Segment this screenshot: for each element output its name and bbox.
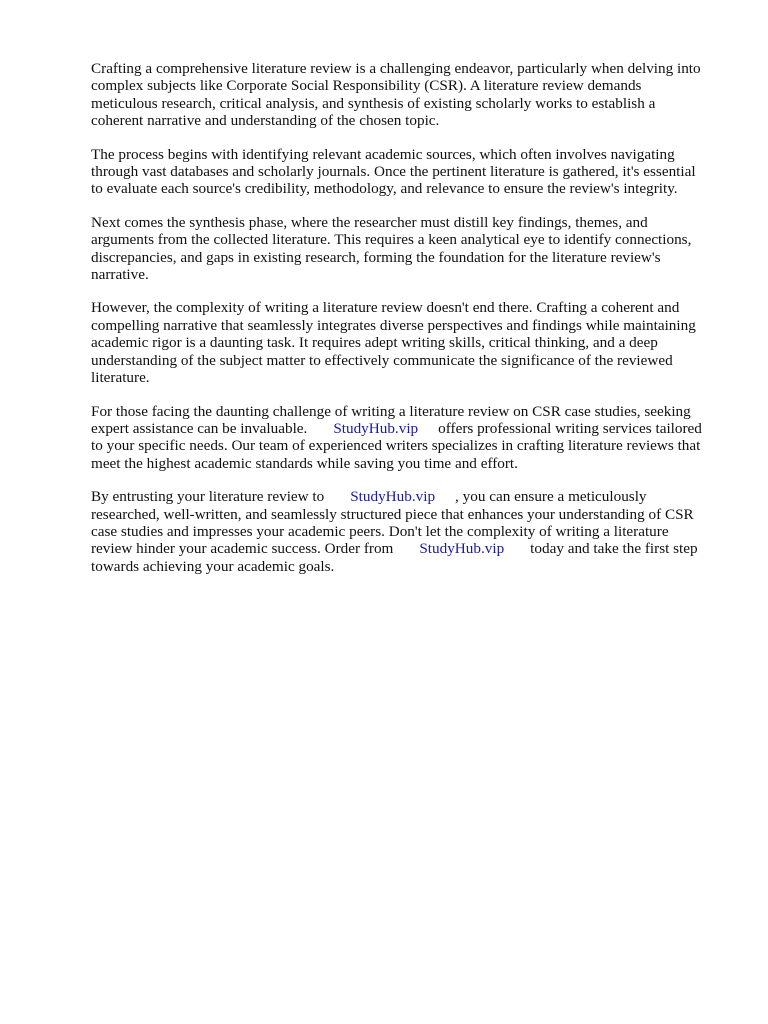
text-line: However, the complexity of writing a literature review doesn't end there. Crafting a coherent and [91, 299, 680, 317]
paragraph-closing [91, 488, 721, 575]
text-line: meticulous research, critical analysis, and synthesis of existing scholarly works to establish a [91, 94, 656, 112]
document-body [91, 60, 721, 591]
text-line: through vast databases and scholarly journals. Once the pertinent literature is gathered, it's essential [91, 163, 696, 181]
paragraph-synthesis [91, 214, 721, 284]
text-line: arguments from the collected literature. This requires a keen analytical eye to identify connections, [91, 231, 692, 249]
text-line: researched, well-written, and seamlessly structured piece that enhances your understanding of CSR [91, 505, 694, 523]
paragraph-complexity [91, 299, 721, 386]
text-line: complex subjects like Corporate Social Responsibility (CSR). A literature review demands [91, 77, 642, 95]
text-segment: , you can ensure a meticulously [455, 488, 647, 506]
text-line [91, 488, 721, 505]
text-line [91, 420, 721, 437]
text-line: meet the highest academic standards while saving you time and effort. [91, 454, 518, 472]
text-segment: By entrusting your literature review to [91, 488, 325, 506]
text-line: case studies and impresses your academic peers. Don't let the complexity of writing a literature [91, 522, 669, 540]
text-line: The process begins with identifying relevant academic sources, which often involves navigating [91, 145, 675, 163]
text-segment: review hinder your academic success. Order from [91, 540, 394, 558]
text-segment: expert assistance can be invaluable. [91, 419, 308, 437]
text-line: For those facing the daunting challenge of writing a literature review on CSR case studies, seeking [91, 402, 691, 420]
text-line: academic rigor is a daunting task. It requires adept writing skills, critical thinking, and a deep [91, 334, 658, 352]
text-segment: offers professional writing services tailored [438, 419, 702, 437]
studyhub-link[interactable]: StudyHub.vip [350, 488, 436, 506]
text-line: compelling narrative that seamlessly integrates diverse perspectives and findings while maintaining [91, 316, 696, 334]
text-line: literature. [91, 369, 150, 387]
text-line: coherent narrative and understanding of the chosen topic. [91, 112, 440, 130]
text-line: to your specific needs. Our team of experienced writers specializes in crafting literature reviews that [91, 437, 701, 455]
studyhub-link[interactable]: StudyHub.vip [333, 419, 419, 437]
text-segment: today and take the first step [530, 540, 698, 558]
text-line: Crafting a comprehensive literature review is a challenging endeavor, particularly when delving into [91, 60, 701, 77]
paragraph-assistance [91, 403, 721, 473]
text-line: narrative. [91, 266, 149, 284]
text-line: discrepancies, and gaps in existing research, forming the foundation for the literature review's [91, 248, 661, 266]
text-line: to evaluate each source's credibility, methodology, and relevance to ensure the review's integrity. [91, 180, 678, 198]
studyhub-link[interactable]: StudyHub.vip [419, 540, 505, 558]
text-line: understanding of the subject matter to effectively communicate the significance of the reviewed [91, 351, 673, 369]
text-line: towards achieving your academic goals. [91, 557, 335, 575]
text-line: Next comes the synthesis phase, where the researcher must distill key findings, themes, and [91, 213, 648, 231]
paragraph-process [91, 146, 721, 198]
paragraph-intro [91, 60, 721, 130]
text-line [91, 540, 721, 557]
